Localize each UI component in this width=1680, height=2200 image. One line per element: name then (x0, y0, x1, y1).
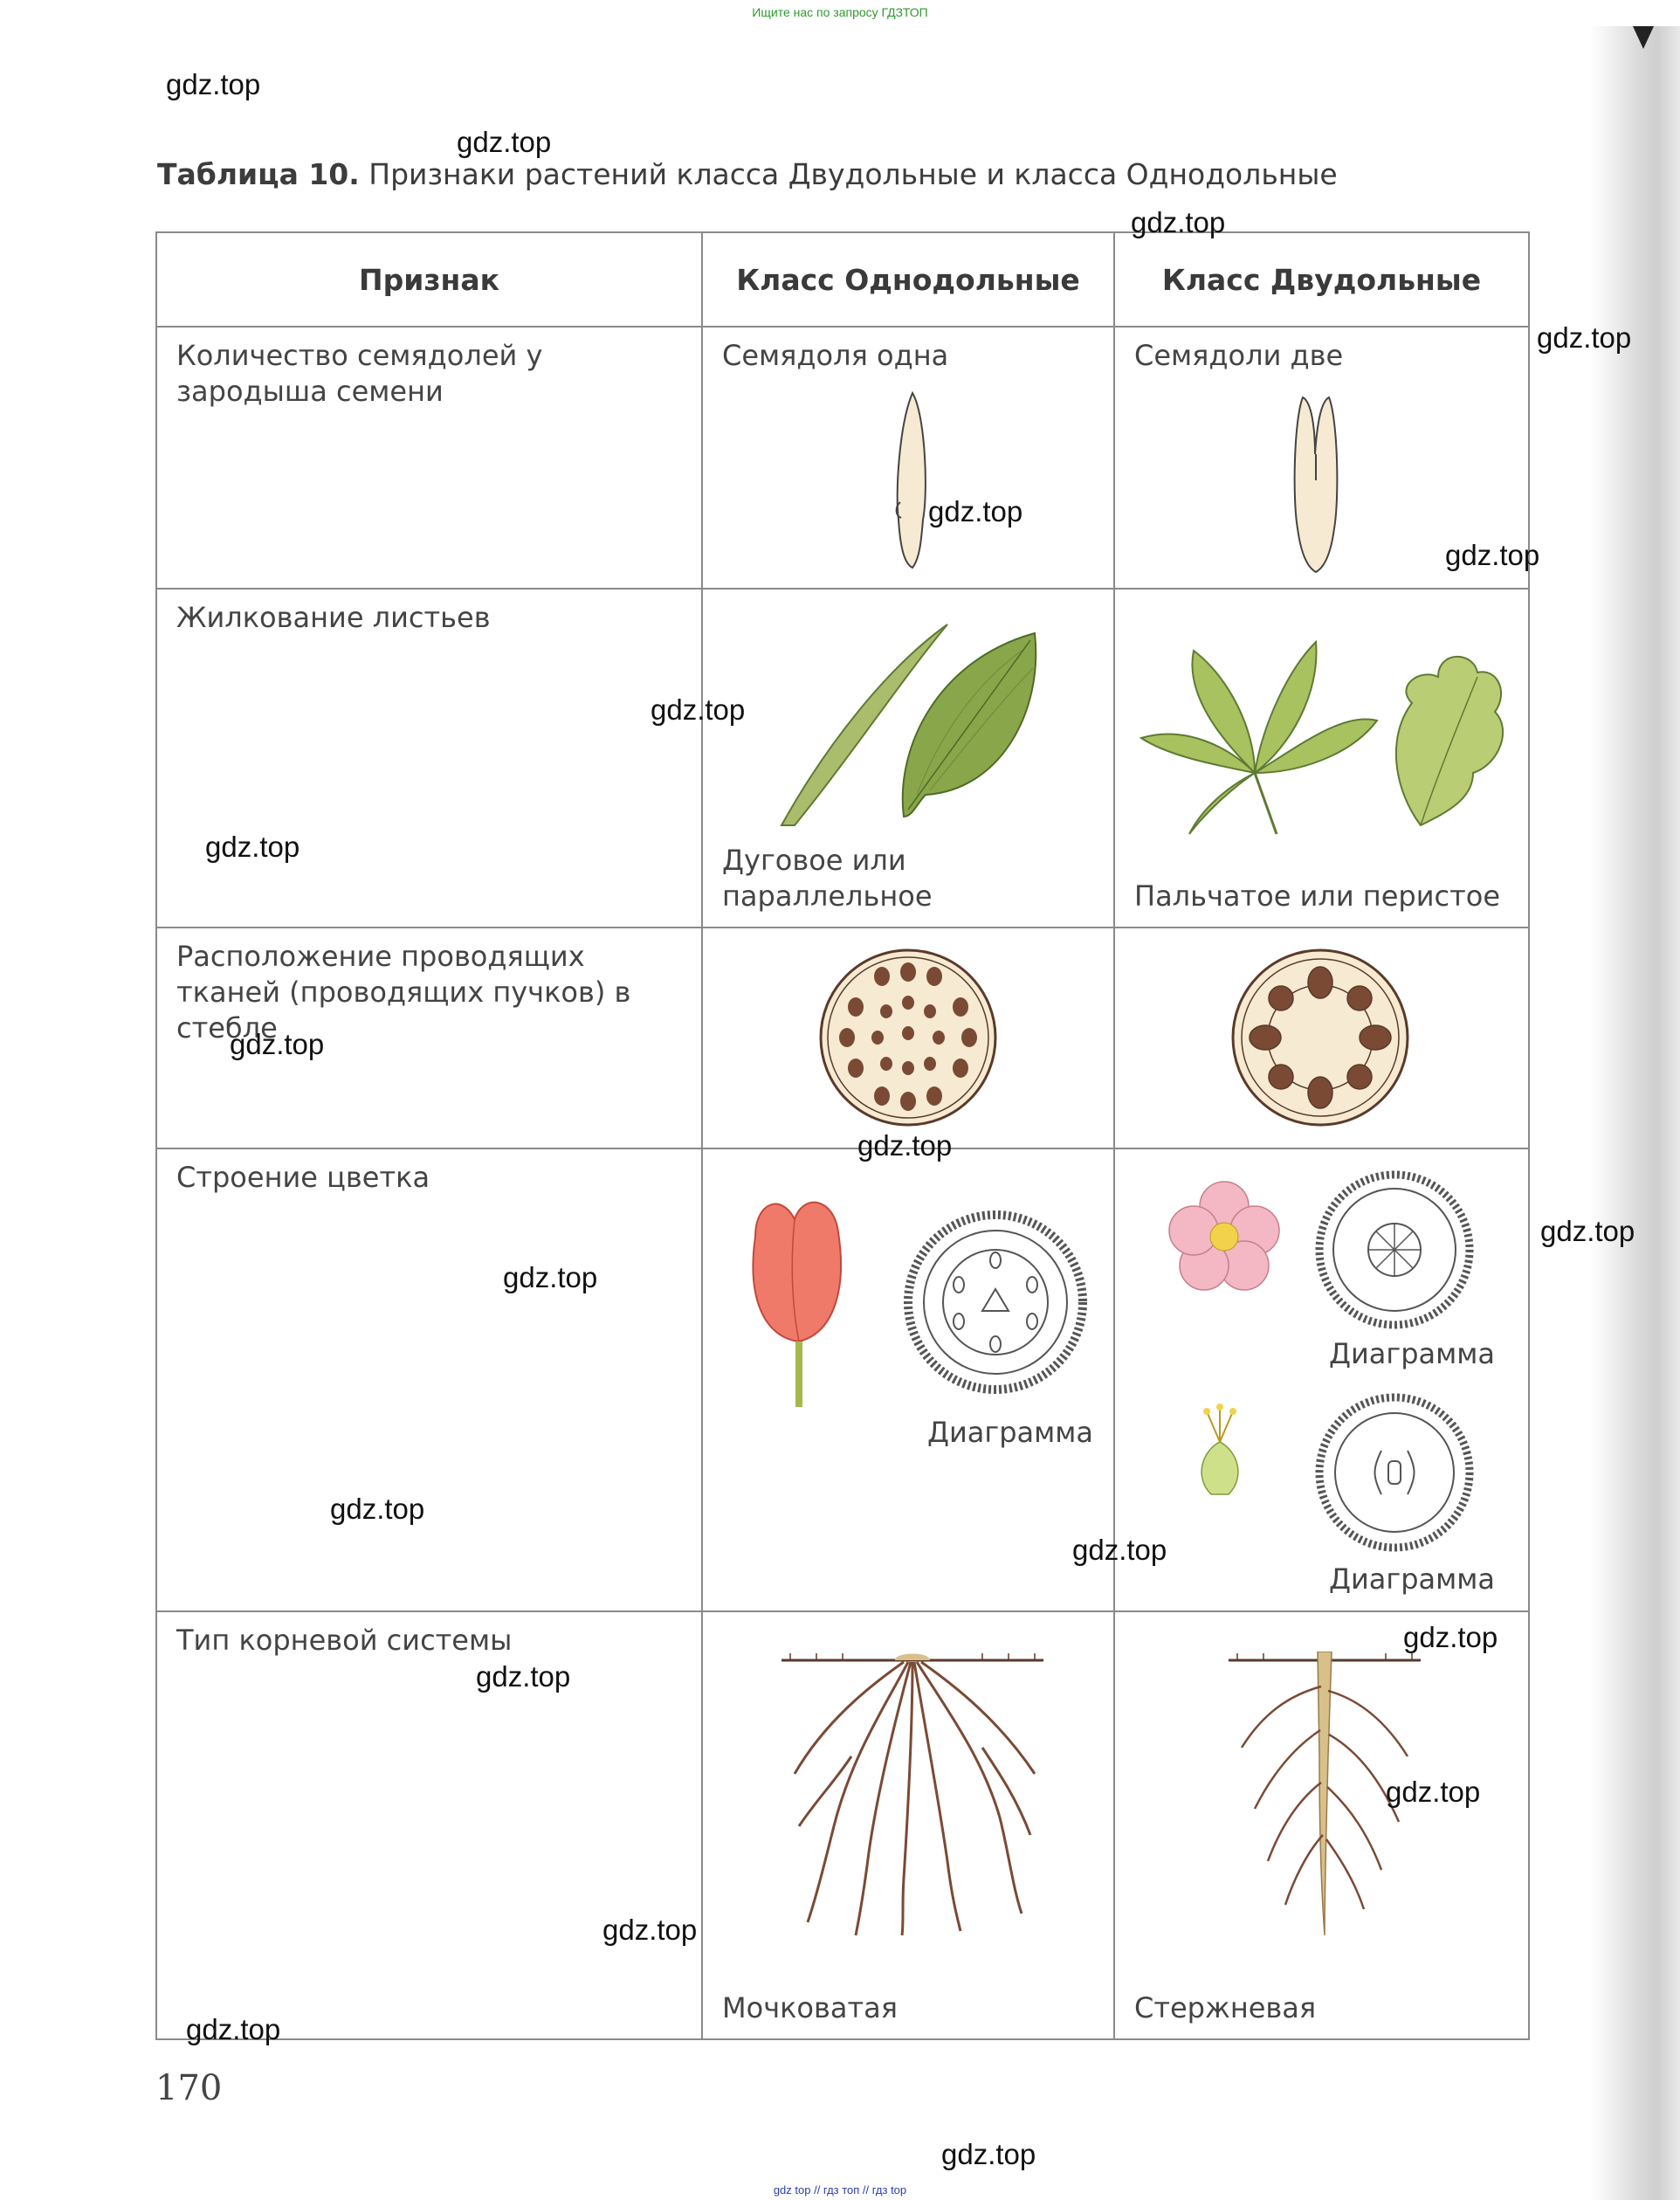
watermark: gdz.top (1403, 1621, 1498, 1653)
watermark: gdz.top (1072, 1534, 1167, 1566)
bottom-banner: gdz top // гдз топ // гдз top (773, 2183, 907, 2197)
feature-cell (156, 589, 702, 928)
watermark: gdz.top (503, 1261, 598, 1293)
di-diagram-label-2: Диаграмма (1329, 1562, 1496, 1596)
di-cell (1114, 1611, 1529, 2039)
mono-cell (702, 1148, 1114, 1611)
feature-text: Строение цветка (176, 1161, 430, 1194)
watermark: gdz.top (457, 126, 552, 158)
monocot-embryo-illustration (878, 389, 947, 572)
mono-text: Семядоля одна (722, 339, 949, 372)
mono-cell (702, 327, 1114, 589)
di-caption: Стержневая (1134, 1991, 1317, 2024)
watermark: gdz.top (941, 2138, 1036, 2170)
feature-text: Тип корневой системы (176, 1624, 513, 1657)
table-row (156, 1611, 1529, 2039)
watermark: gdz.top (1537, 321, 1632, 354)
page-number: 170 (155, 2068, 223, 2108)
feature-text: Жилкование листьев (176, 601, 491, 634)
dicot-embryo-illustration (1285, 393, 1346, 576)
di-cell (1114, 928, 1529, 1148)
watermark: gdz.top (602, 1914, 698, 1946)
feature-cell (156, 1611, 702, 2039)
di-cell (1114, 1148, 1529, 1611)
watermark: gdz.top (330, 1493, 425, 1525)
monocot-stem-section-illustration (816, 946, 1000, 1129)
watermark: gdz.top (230, 1028, 325, 1060)
watermark: gdz.top (476, 1660, 571, 1693)
table-caption (157, 157, 1338, 191)
table-header-row (156, 232, 1529, 327)
dicot-flower-diagram-2 (1312, 1390, 1477, 1555)
watermark: gdz.top (928, 495, 1023, 528)
di-diagram-label-1: Диаграмма (1329, 1337, 1496, 1370)
mono-diagram-label: Диаграмма (927, 1416, 1094, 1449)
caption-label: Таблица 10. (157, 157, 360, 191)
di-text: Семядоли две (1134, 339, 1344, 372)
watermark: gdz.top (1540, 1215, 1635, 1247)
dicot-leaves-illustration (1133, 616, 1517, 843)
mono-caption: Мочковатая (722, 1991, 898, 2024)
feature-cell (156, 327, 702, 589)
watermark: gdz.top (1386, 1776, 1481, 1808)
mono-caption: Дуговое или параллельное (722, 844, 933, 913)
table-row (156, 1148, 1529, 1611)
watermark: gdz.top (186, 2013, 281, 2045)
monocot-flower-diagram (899, 1206, 1091, 1398)
table-row (156, 928, 1529, 1148)
table-row (156, 589, 1529, 928)
mono-cell (702, 589, 1114, 928)
watermark: gdz.top (651, 693, 746, 726)
fibrous-root-illustration (781, 1652, 1043, 1940)
comparison-table (155, 231, 1530, 2040)
header-feature: Признак (156, 232, 702, 327)
watermark: gdz.top (205, 831, 300, 863)
feature-text: Количество семядолей у зародыша семени (176, 339, 543, 408)
di-cell (1114, 589, 1529, 928)
top-banner: Ищите нас по запросу ГДЗТОП (752, 5, 928, 19)
dicot-stem-section-illustration (1229, 946, 1412, 1129)
watermark: gdz.top (857, 1129, 953, 1162)
feature-cell (156, 1148, 702, 1611)
corner-marker-icon (1633, 26, 1654, 49)
header-monocots: Класс Однодольные (702, 232, 1114, 327)
tulip-illustration (738, 1184, 860, 1411)
watermark: gdz.top (166, 68, 261, 100)
watermark: gdz.top (1445, 539, 1540, 571)
caption-text: Признаки растений класса Двудольные и класса Однодольные (368, 157, 1338, 191)
dicot-flower-diagram-1 (1312, 1167, 1477, 1333)
header-dicots: Класс Двудольные (1114, 232, 1529, 327)
monocot-leaves-illustration (773, 616, 1052, 834)
small-flower-illustration (1176, 1398, 1263, 1512)
mono-cell (702, 1611, 1114, 2039)
watermark: gdz.top (1131, 206, 1226, 238)
feature-text: Расположение проводящих тканей (проводящих пучков) в стебле (176, 940, 631, 1045)
di-caption: Пальчатое или перистое (1134, 879, 1501, 913)
table-row (156, 327, 1529, 589)
rose-flower-illustration (1167, 1180, 1281, 1293)
mono-cell (702, 928, 1114, 1148)
